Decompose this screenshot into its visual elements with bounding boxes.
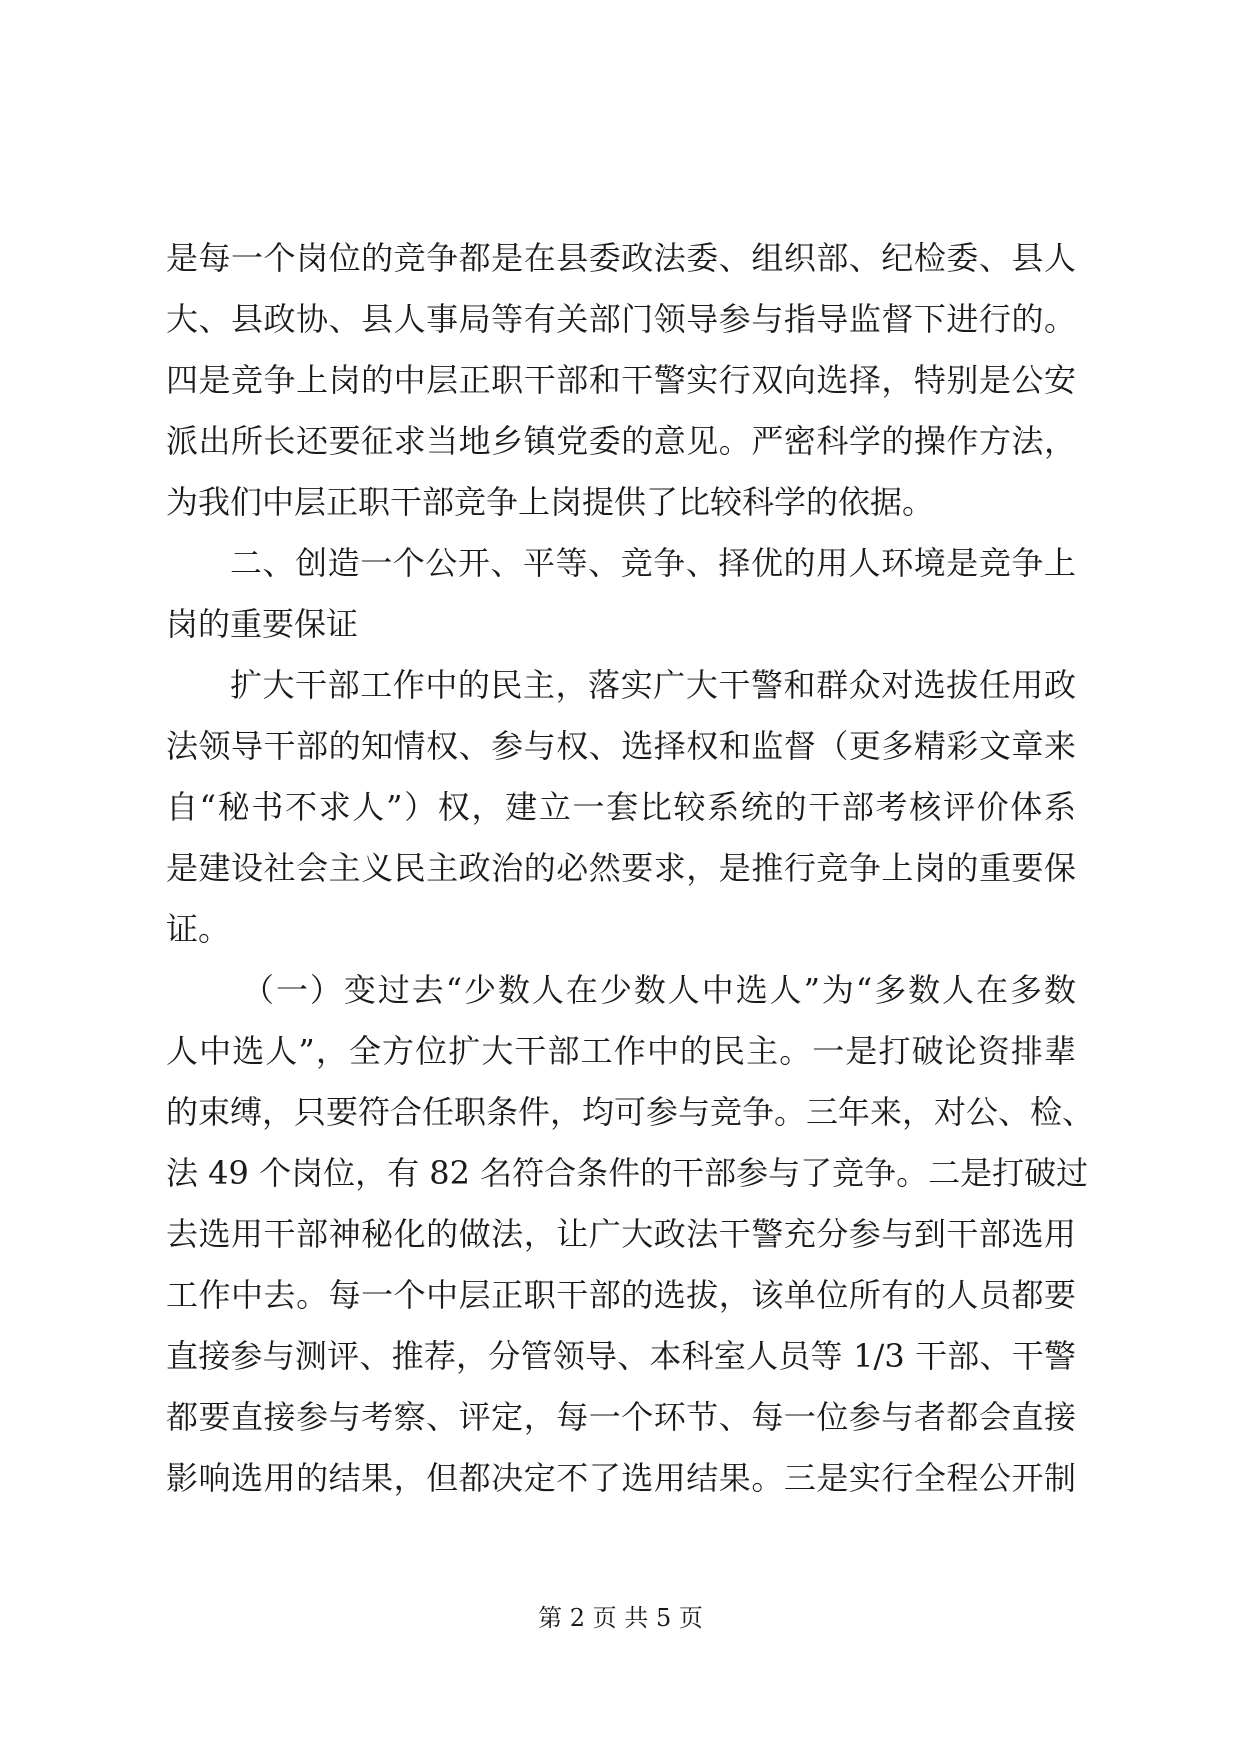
text-line: 是建设社会主义民主政治的必然要求，是推行竞争上岗的重要保 (166, 849, 1076, 887)
text-line: 自“秘书不求人”）权，建立一套比较系统的干部考核评价体系 (166, 788, 1076, 826)
text-line: 法领导干部的知情权、参与权、选择权和监督（更多精彩文章来 (166, 727, 1076, 765)
text-line: 工作中去。每一个中层正职干部的选拔，该单位所有的人员都要 (166, 1276, 1076, 1314)
text-line: 扩大干部工作中的民主，落实广大干警和群众对选拔任用政 (230, 666, 1076, 704)
section-heading: 二、创造一个公开、平等、竞争、择优的用人环境是竞争上 (230, 544, 1076, 582)
text-line: 的束缚，只要符合任职条件，均可参与竞争。三年来，对公、检、 (166, 1093, 1095, 1131)
text-line: 人中选人”，全方位扩大干部工作中的民主。一是打破论资排辈 (166, 1032, 1076, 1070)
text-line: 证。 (166, 910, 231, 948)
section-heading: 岗的重要保证 (166, 605, 359, 643)
text-line: 影响选用的结果，但都决定不了选用结果。三是实行全程公开制 (166, 1459, 1076, 1497)
text-line: 去选用干部神秘化的做法，让广大政法干警充分参与到干部选用 (166, 1215, 1076, 1253)
text-line: 直接参与测评、推荐，分管领导、本科室人员等 1/3 干部、干警 (166, 1337, 1076, 1375)
text-line: 四是竞争上岗的中层正职干部和干警实行双向选择，特别是公安 (166, 361, 1076, 399)
text-line: 为我们中层正职干部竞争上岗提供了比较科学的依据。 (166, 483, 935, 521)
text-line: 是每一个岗位的竞争都是在县委政法委、组织部、纪检委、县人 (166, 239, 1076, 277)
text-line: 法 49 个岗位，有 82 名符合条件的干部参与了竞争。二是打破过 (166, 1154, 1089, 1192)
text-line: 大、县政协、县人事局等有关部门领导参与指导监督下进行的。 (166, 300, 1076, 338)
page-number-footer: 第 2 页 共 5 页 (538, 1604, 703, 1632)
body-text (166, 228, 1095, 1509)
subsection-heading: （一）变过去“少数人在少数人中选人”为“多数人在多数 (242, 971, 1076, 1009)
text-line: 都要直接参与考察、评定，每一个环节、每一位参与者都会直接 (166, 1398, 1076, 1436)
text-line: 派出所长还要征求当地乡镇党委的意见。严密科学的操作方法， (166, 422, 1076, 460)
